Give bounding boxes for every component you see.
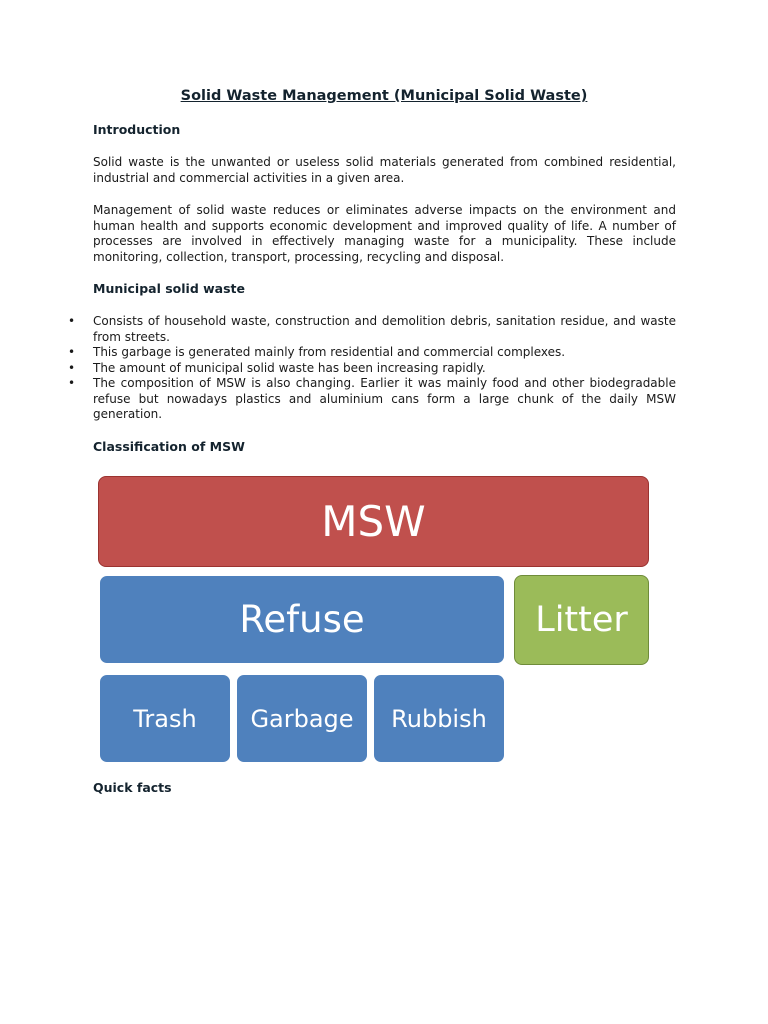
garbage-box: Garbage <box>236 674 368 763</box>
rubbish-box: Rubbish <box>373 674 505 763</box>
msw-box: MSW <box>98 476 649 567</box>
msw-heading: Municipal solid waste <box>93 281 246 296</box>
litter-box: Litter <box>514 575 649 665</box>
msw-bullet-3: • The amount of municipal solid waste has been increasing rapidly. <box>93 361 676 377</box>
msw-bullet-2: • This garbage is generated mainly from residential and commercial complexes. <box>93 345 676 361</box>
introduction-heading: Introduction <box>93 122 181 137</box>
classification-heading: Classification of MSW <box>93 439 245 454</box>
page-title: Solid Waste Management (Municipal Solid Waste) <box>180 88 588 104</box>
introduction-paragraph-2: Management of solid waste reduces or eliminates adverse impacts on the environment and human health and supports economic development and improved quality of life. A number of processes are involved in effectively managing waste for a municipality. These include monitoring, collection, transport, processing, recycling and disposal. <box>93 203 676 264</box>
introduction-paragraph-1: Solid waste is the unwanted or useless solid materials generated from combined residential, industrial and commercial activities in a given area. <box>93 155 676 185</box>
msw-bullet-4: • The composition of MSW is also changing. Earlier it was mainly food and other biodegradable refuse but nowadays plastics and aluminium cans form a large chunk of the daily MSW generation. <box>93 376 676 423</box>
refuse-box: Refuse <box>99 575 505 664</box>
quick-facts-heading: Quick facts <box>93 780 172 795</box>
msw-bullet-list <box>93 314 676 423</box>
msw-bullet-1: • Consists of household waste, construction and demolition debris, sanitation residue, and waste from streets. <box>93 314 676 345</box>
trash-box: Trash <box>99 674 231 763</box>
